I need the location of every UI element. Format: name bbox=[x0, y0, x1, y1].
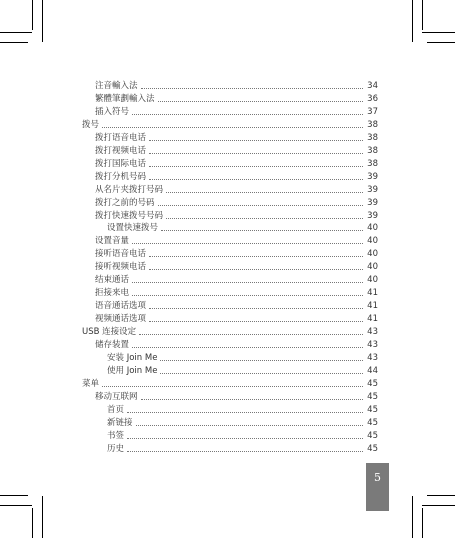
toc-leader-dots bbox=[127, 411, 363, 413]
toc-entry-page: 39 bbox=[367, 210, 378, 221]
toc-entry-page: 44 bbox=[367, 365, 378, 376]
toc-entry bbox=[95, 130, 378, 143]
toc-entry bbox=[107, 220, 378, 233]
toc-entry bbox=[95, 156, 378, 169]
toc-leader-dots bbox=[102, 385, 363, 387]
toc-entry-label: 拨打分机号码 bbox=[95, 171, 147, 182]
crop-mark-bottom-right-h bbox=[422, 505, 455, 506]
toc-entry bbox=[95, 246, 378, 259]
toc-entry-label: 结束通话 bbox=[95, 275, 130, 286]
toc-entry-label: 移动互联网 bbox=[95, 391, 138, 402]
crop-mark-top-right-h2 bbox=[427, 42, 455, 43]
crop-mark-top-right-v bbox=[412, 0, 413, 42]
toc-leader-dots bbox=[139, 333, 363, 335]
toc-leader-dots bbox=[149, 178, 363, 180]
toc-entry-label: 拨号 bbox=[82, 119, 100, 130]
page-number-tab bbox=[366, 463, 389, 511]
toc-entry-page: 34 bbox=[367, 81, 378, 91]
toc-entry-label: 拨打快速拨号号码 bbox=[95, 210, 164, 221]
toc-entry bbox=[107, 402, 378, 415]
toc-entry-page: 45 bbox=[367, 391, 378, 402]
toc-entry-page: 39 bbox=[367, 197, 378, 208]
toc-entry bbox=[107, 350, 378, 363]
toc-entry-label: 储存装置 bbox=[95, 340, 130, 350]
toc-leader-dots bbox=[132, 294, 363, 296]
crop-mark-bottom-left-h2 bbox=[0, 495, 28, 496]
toc-entry-page: 38 bbox=[367, 119, 378, 130]
toc-entry-page: 41 bbox=[367, 288, 378, 299]
toc-leader-dots bbox=[132, 346, 363, 348]
toc-entry-label: 繁體筆劃輸入法 bbox=[95, 93, 155, 104]
toc-leader-dots bbox=[132, 113, 363, 115]
toc-entry bbox=[95, 389, 378, 402]
toc-entry-page: 45 bbox=[367, 443, 378, 454]
crop-mark-bottom-right-v2 bbox=[422, 508, 423, 538]
crop-mark-top-right-h bbox=[422, 32, 455, 33]
toc-entry-page: 43 bbox=[367, 352, 378, 363]
toc-entry-label: 安装 Join Me bbox=[107, 352, 158, 363]
toc-entry-label: 视频通话选项 bbox=[95, 314, 147, 325]
toc-entry bbox=[82, 376, 378, 389]
toc-leader-dots bbox=[160, 359, 363, 361]
crop-mark-top-right-v2 bbox=[422, 0, 423, 30]
crop-mark-top-left-h bbox=[0, 32, 32, 33]
toc-leader-dots bbox=[160, 372, 363, 374]
toc-entry bbox=[95, 233, 378, 246]
toc-entry-page: 45 bbox=[367, 378, 378, 389]
toc-entry bbox=[95, 143, 378, 156]
toc-entry bbox=[95, 91, 378, 104]
toc-leader-dots bbox=[132, 281, 363, 283]
toc-leader-dots bbox=[149, 307, 363, 309]
toc-entry-label: 接听语音电话 bbox=[95, 249, 147, 260]
toc-entry bbox=[95, 208, 378, 221]
page-number: 5 bbox=[374, 471, 381, 484]
toc-entry bbox=[95, 104, 378, 117]
toc-leader-dots bbox=[149, 320, 363, 322]
toc-entry-label: 历史 bbox=[107, 443, 125, 454]
toc-entry-page: 45 bbox=[367, 417, 378, 428]
toc-entry bbox=[82, 117, 378, 130]
toc-entry-label: 拨打之前的号码 bbox=[95, 197, 155, 208]
toc-entry-page: 39 bbox=[367, 171, 378, 182]
toc-entry-page: 45 bbox=[367, 404, 378, 415]
toc-entry-label: 从名片夹拨打号码 bbox=[95, 184, 164, 195]
toc-entry-page: 40 bbox=[367, 262, 378, 273]
toc-entry-label: 注音輸入法 bbox=[95, 81, 138, 91]
toc-entry-page: 40 bbox=[367, 223, 378, 234]
crop-mark-bottom-right-h2 bbox=[427, 495, 455, 496]
toc-entry-page: 43 bbox=[367, 340, 378, 350]
toc-entry bbox=[82, 324, 378, 337]
toc-entry-label: 设置音量 bbox=[95, 236, 130, 247]
toc-entry-label: 拒接来电 bbox=[95, 288, 130, 299]
crop-mark-bottom-right-v bbox=[412, 496, 413, 538]
toc-leader-dots bbox=[127, 450, 363, 452]
toc-leader-dots bbox=[149, 268, 363, 270]
toc-entry-page: 39 bbox=[367, 184, 378, 195]
toc-leader-dots bbox=[102, 126, 363, 128]
toc-entry bbox=[95, 182, 378, 195]
toc-entry-page: 38 bbox=[367, 145, 378, 156]
toc-leader-dots bbox=[141, 398, 363, 400]
toc-entry bbox=[107, 441, 378, 454]
toc-leader-dots bbox=[158, 100, 363, 102]
toc-entry bbox=[95, 272, 378, 285]
toc-leader-dots bbox=[166, 217, 363, 219]
toc-entry-label: 新链接 bbox=[107, 417, 133, 428]
toc-entry-page: 36 bbox=[367, 93, 378, 104]
toc-leader-dots bbox=[132, 242, 363, 244]
toc-entry-page: 40 bbox=[367, 236, 378, 247]
toc-entry-label: 接听视频电话 bbox=[95, 262, 147, 273]
toc-entry bbox=[95, 78, 378, 91]
toc-entry bbox=[95, 298, 378, 311]
crop-mark-top-left-v2 bbox=[42, 0, 43, 42]
toc-leader-dots bbox=[149, 152, 363, 154]
toc-entry-label: 菜单 bbox=[82, 378, 100, 389]
toc-leader-dots bbox=[158, 204, 363, 206]
toc-leader-dots bbox=[141, 87, 363, 89]
toc-leader-dots bbox=[136, 424, 363, 426]
toc-entry-page: 40 bbox=[367, 275, 378, 286]
crop-mark-bottom-left-v bbox=[32, 508, 33, 538]
toc-entry-label: 书签 bbox=[107, 430, 125, 441]
toc-entry-label: 设置快速拨号 bbox=[107, 223, 159, 234]
toc-leader-dots bbox=[149, 139, 363, 141]
toc-entry bbox=[95, 337, 378, 350]
toc-entry-page: 41 bbox=[367, 301, 378, 312]
toc-entry-page: 43 bbox=[367, 327, 378, 338]
toc-leader-dots bbox=[166, 191, 363, 193]
toc-entry-page: 41 bbox=[367, 314, 378, 325]
toc-entry bbox=[95, 195, 378, 208]
toc-leader-dots bbox=[149, 255, 363, 257]
crop-mark-top-left-h2 bbox=[0, 42, 28, 43]
toc-entry-label: 首页 bbox=[107, 404, 125, 415]
toc-entry-label: 插入符号 bbox=[95, 106, 130, 117]
crop-mark-bottom-left-h bbox=[0, 505, 32, 506]
toc-entry bbox=[107, 363, 378, 376]
toc-entry bbox=[107, 415, 378, 428]
toc-entry-page: 38 bbox=[367, 132, 378, 143]
toc-entry bbox=[95, 311, 378, 324]
toc-entry bbox=[95, 285, 378, 298]
toc-entry-page: 40 bbox=[367, 249, 378, 260]
toc-entry-page: 37 bbox=[367, 106, 378, 117]
toc-entry-label: 使用 Join Me bbox=[107, 365, 158, 376]
toc-entry-page: 38 bbox=[367, 158, 378, 169]
toc-leader-dots bbox=[161, 229, 363, 231]
toc-entry bbox=[95, 169, 378, 182]
toc-entry-label: 拨打视频电话 bbox=[95, 145, 147, 156]
toc-entry-label: 语音通话选项 bbox=[95, 301, 147, 312]
toc-entry bbox=[95, 259, 378, 272]
crop-mark-bottom-left-v2 bbox=[42, 496, 43, 538]
toc-entry-page: 45 bbox=[367, 430, 378, 441]
toc-entry bbox=[107, 428, 378, 441]
toc-entry-label: USB 连接设定 bbox=[82, 327, 137, 338]
crop-mark-top-left-v bbox=[32, 0, 33, 30]
toc-leader-dots bbox=[127, 437, 363, 439]
toc-entry-label: 拨打语音电话 bbox=[95, 132, 147, 143]
toc-leader-dots bbox=[149, 165, 363, 167]
toc-entry-label: 拨打国际电话 bbox=[95, 158, 147, 169]
